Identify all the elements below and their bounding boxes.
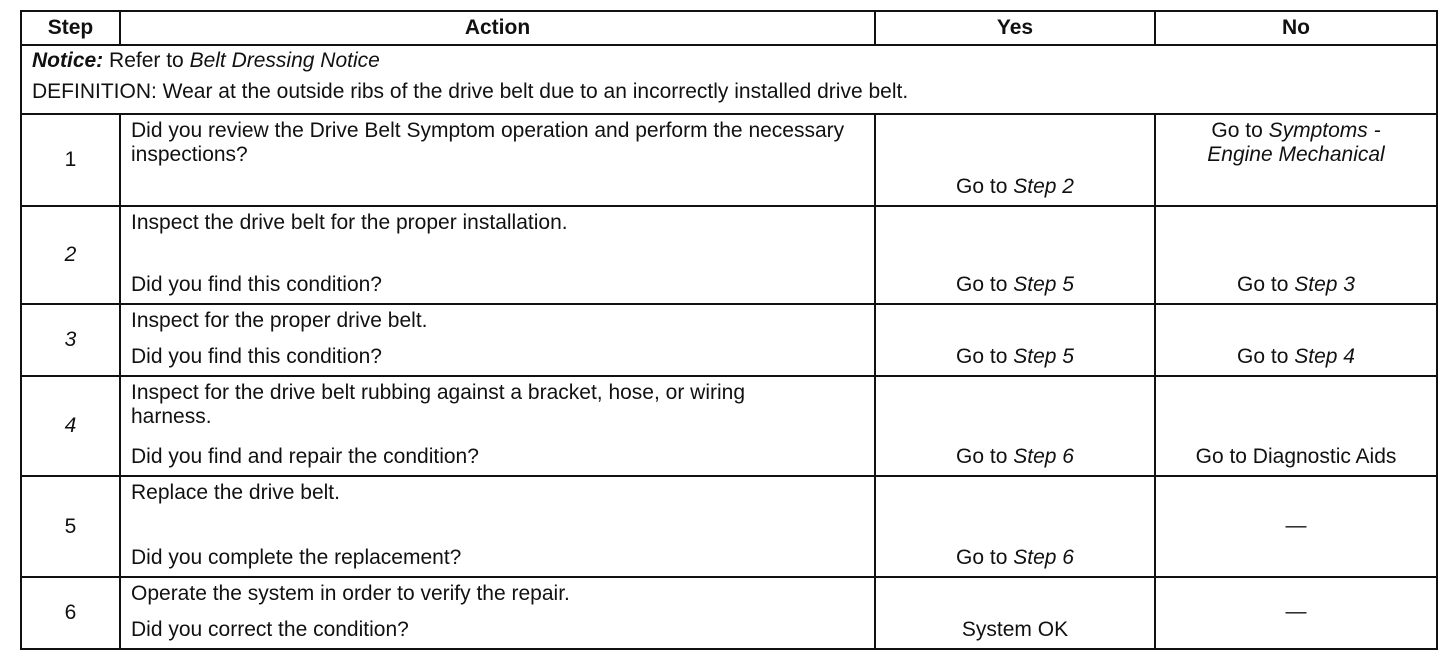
yes-prefix: Go to: [956, 174, 1014, 198]
no-cell: [1155, 304, 1437, 377]
no-prefix: Go to: [1237, 345, 1295, 369]
yes-link: Step 6: [1013, 445, 1074, 469]
action-text: Inspect for the proper drive belt.: [131, 308, 428, 332]
yes-cell: [875, 476, 1155, 577]
notice-row: [21, 45, 1437, 79]
header-step: Step: [21, 11, 120, 45]
step-number: 1: [21, 114, 120, 206]
no-dash: —: [1285, 600, 1307, 624]
header-action: Action: [120, 11, 875, 45]
action-cell: [120, 206, 875, 304]
yes-prefix: Go to: [956, 345, 1014, 369]
action-text: Inspect the drive belt for the proper installation.: [131, 210, 568, 234]
table-row: [21, 114, 1437, 206]
table-row: [21, 206, 1437, 304]
yes-prefix: Go to: [956, 272, 1014, 296]
yes-link: Step 5: [1013, 272, 1074, 296]
action-cell: [120, 114, 875, 206]
yes-link: Step 2: [1013, 174, 1074, 198]
no-prefix: Go to: [1211, 118, 1269, 142]
table-row: [21, 577, 1437, 649]
no-cell: [1155, 476, 1437, 577]
yes-link: Step 5: [1013, 345, 1074, 369]
notice-cell: [21, 45, 1437, 79]
table-row: [21, 376, 1437, 476]
step-number: 5: [21, 476, 120, 577]
step-number: 3: [21, 304, 120, 377]
action-question: Did you complete the replacement?: [131, 546, 462, 570]
yes-cell: [875, 114, 1155, 206]
yes-cell: [875, 206, 1155, 304]
action-question: Did you correct the condition?: [131, 618, 409, 641]
action-question: Did you find this condition?: [131, 345, 382, 369]
definition-row: [21, 80, 1437, 114]
header-row: [21, 11, 1437, 45]
yes-text: System OK: [961, 618, 1069, 641]
no-prefix: Go to: [1237, 272, 1295, 296]
notice-label: Notice:: [32, 49, 104, 73]
step-number: 6: [21, 577, 120, 649]
yes-cell: [875, 577, 1155, 649]
action-question: Did you find this condition?: [131, 272, 382, 296]
action-text: Inspect for the drive belt rubbing against a bracket, hose, or wiring harness.: [131, 381, 746, 429]
no-cell: [1155, 206, 1437, 304]
action-cell: [120, 476, 875, 577]
definition-cell: DEFINITION: Wear at the outside ribs of the drive belt due to an incorrectly installed drive belt.: [21, 80, 1437, 114]
table-row: [21, 476, 1437, 577]
yes-cell: [875, 304, 1155, 377]
step-number: 2: [21, 206, 120, 304]
yes-cell: [875, 376, 1155, 476]
no-link: Step 3: [1294, 272, 1355, 296]
yes-prefix: Go to: [956, 546, 1014, 570]
no-text: Go to Diagnostic Aids: [1195, 445, 1397, 469]
no-link: Step 4: [1294, 345, 1355, 369]
notice-link: Belt Dressing Notice: [189, 49, 380, 73]
header-no: No: [1155, 11, 1437, 45]
no-cell: [1155, 114, 1437, 206]
action-text: Did you review the Drive Belt Symptom operation and perform the necessary inspections?: [131, 118, 845, 166]
diagnostic-table: [20, 10, 1438, 650]
notice-text: Refer to: [103, 49, 190, 73]
action-cell: [120, 376, 875, 476]
action-cell: [120, 304, 875, 377]
no-dash: —: [1285, 513, 1307, 537]
yes-prefix: Go to: [956, 445, 1014, 469]
no-link-line2: Engine Mechanical: [1207, 142, 1385, 166]
action-question: Did you find and repair the condition?: [131, 445, 479, 469]
yes-link: Step 6: [1013, 546, 1074, 570]
no-cell: [1155, 376, 1437, 476]
no-link: Symptoms -: [1268, 118, 1381, 142]
action-cell: [120, 577, 875, 649]
no-cell: [1155, 577, 1437, 649]
table-row: [21, 304, 1437, 377]
header-yes: Yes: [875, 11, 1155, 45]
step-number: 4: [21, 376, 120, 476]
action-text: Operate the system in order to verify the repair.: [131, 582, 570, 606]
action-text: Replace the drive belt.: [131, 481, 340, 505]
